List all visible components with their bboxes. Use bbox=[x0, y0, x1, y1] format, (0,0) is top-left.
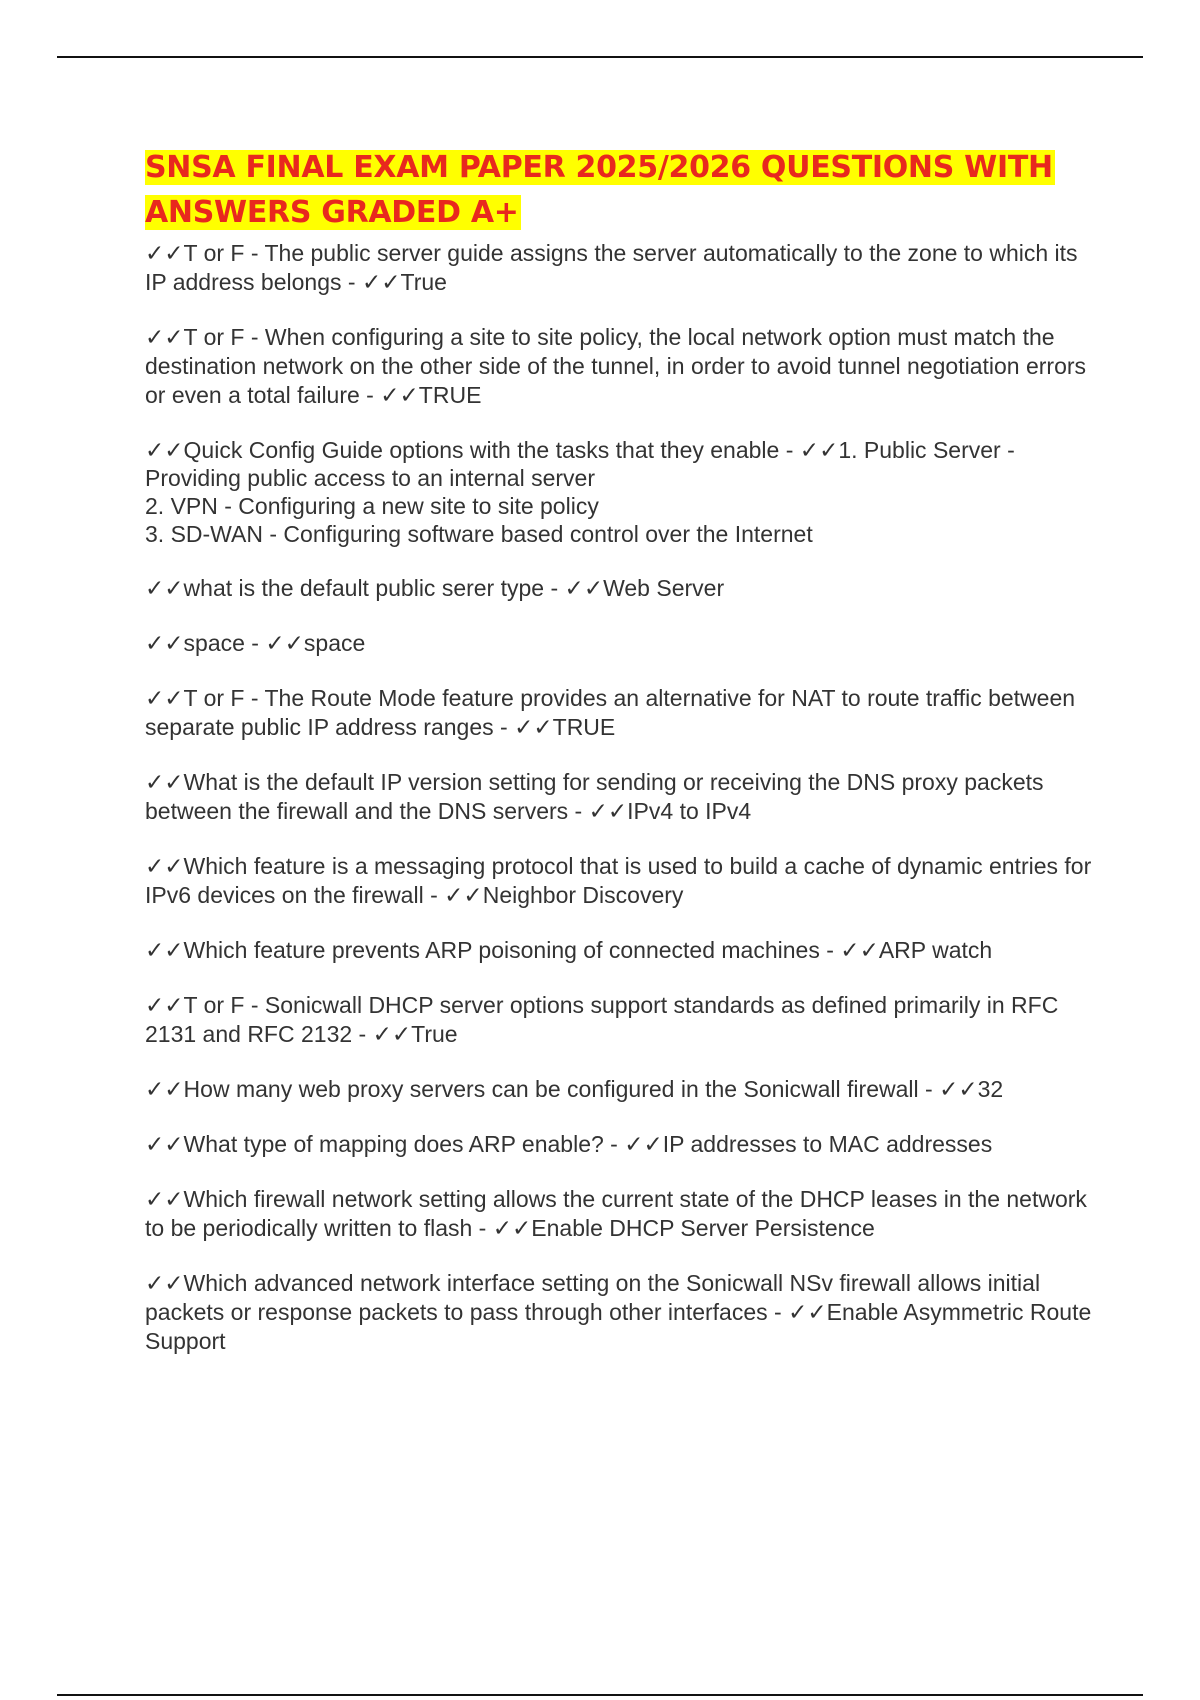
answer-text: Neighbor Discovery bbox=[482, 882, 684, 908]
answer-text: TRUE bbox=[418, 382, 482, 408]
document-title: SNSA FINAL EXAM PAPER 2025/2026 QUESTIONS WITH ANSWERS GRADED A+ bbox=[145, 150, 1053, 230]
qa-item: ✓✓T or F - When configuring a site to site policy, the local network option must match the destination network on the other side of the tunnel, in order to avoid tunnel negotiation errors or even a total failure - ✓✓TRUE bbox=[145, 324, 1087, 408]
qa-item: ✓✓T or F - The Route Mode feature provides an alternative for NAT to route traffic between separate public IP address ranges - ✓✓TRUE bbox=[145, 685, 1076, 740]
answer-text: space bbox=[303, 630, 366, 656]
check-mark-icon: ✓✓ bbox=[145, 1131, 184, 1157]
check-mark-icon: ✓✓ bbox=[145, 853, 184, 879]
answer-text: 1. Public Server - Providing public access to an internal server bbox=[145, 437, 1015, 491]
check-mark-icon: ✓✓ bbox=[145, 240, 184, 266]
answer-text: IP addresses to MAC addresses bbox=[662, 1131, 993, 1157]
answer-text: Enable DHCP Server Persistence bbox=[531, 1215, 875, 1241]
check-mark-icon: ✓✓ bbox=[145, 437, 184, 463]
question-text: what is the default public serer type bbox=[183, 575, 545, 601]
check-mark-icon: ✓✓ bbox=[840, 937, 879, 963]
qa-item: ✓✓How many web proxy servers can be configured in the Sonicwall firewall - ✓✓32 bbox=[145, 1076, 1004, 1102]
header-rule bbox=[57, 56, 1143, 58]
qa-item: ✓✓Which feature prevents ARP poisoning of connected machines - ✓✓ARP watch bbox=[145, 937, 993, 963]
check-mark-icon: ✓✓ bbox=[492, 1215, 532, 1241]
answer-text: True bbox=[400, 269, 447, 295]
check-mark-icon: ✓✓ bbox=[372, 1021, 412, 1047]
qa-item: ✓✓Which advanced network interface setting on the Sonicwall NSv firewall allows initial packets or response packets to pass through other interfaces - ✓✓Enable Asymmetric Route Support bbox=[145, 1270, 1092, 1354]
check-mark-icon: ✓✓ bbox=[444, 882, 483, 908]
check-mark-icon: ✓✓ bbox=[265, 630, 304, 656]
document-body bbox=[145, 145, 1095, 1382]
qa-item: ✓✓Which feature is a messaging protocol that is used to build a cache of dynamic entries for IPv6 devices on the firewall - ✓✓Neighbor Discovery bbox=[145, 853, 1092, 908]
check-mark-icon: ✓✓ bbox=[145, 685, 184, 711]
question-text: T or F - Sonicwall DHCP server options support standards as defined primarily in RFC 2131 and RFC 2132 bbox=[145, 992, 1059, 1047]
answer-text: True bbox=[411, 1021, 458, 1047]
qa-item: ✓✓Quick Config Guide options with the tasks that they enable - ✓✓1. Public Server - Providing public access to an internal server 2. VPN - Configuring a new site to site policy 3. SD-WAN - Configuring software based control over the Internet bbox=[145, 436, 1095, 548]
check-mark-icon: ✓✓ bbox=[145, 324, 184, 350]
check-mark-icon: ✓✓ bbox=[564, 575, 604, 601]
check-mark-icon: ✓✓ bbox=[588, 798, 628, 824]
answer-text: Enable Asymmetric Route Support bbox=[145, 1299, 1092, 1354]
question-text: T or F - The public server guide assigns the server automatically to the zone to which its IP address belongs bbox=[145, 240, 1078, 295]
check-mark-icon: ✓✓ bbox=[145, 1270, 184, 1296]
check-mark-icon: ✓✓ bbox=[145, 575, 184, 601]
qa-item: ✓✓What is the default IP version setting for sending or receiving the DNS proxy packets between the firewall and the DNS servers - ✓✓IPv4 to IPv4 bbox=[145, 769, 1044, 824]
check-mark-icon: ✓✓ bbox=[799, 437, 839, 463]
answer-text: ARP watch bbox=[878, 937, 993, 963]
check-mark-icon: ✓✓ bbox=[145, 1186, 184, 1212]
check-mark-icon: ✓✓ bbox=[939, 1076, 978, 1102]
check-mark-icon: ✓✓ bbox=[380, 382, 419, 408]
qa-item: ✓✓T or F - The public server guide assigns the server automatically to the zone to which its IP address belongs - ✓✓True bbox=[145, 240, 1078, 295]
check-mark-icon: ✓✓ bbox=[145, 769, 184, 795]
check-mark-icon: ✓✓ bbox=[624, 1131, 663, 1157]
answer-line: 3. SD-WAN - Configuring software based control over the Internet bbox=[145, 521, 813, 547]
question-text: Which feature prevents ARP poisoning of connected machines bbox=[183, 937, 820, 963]
answer-text: TRUE bbox=[552, 714, 616, 740]
question-text: T or F - The Route Mode feature provides an alternative for NAT to route traffic between separate public IP address ranges bbox=[145, 685, 1076, 740]
question-text: What type of mapping does ARP enable? bbox=[183, 1131, 604, 1157]
qa-item: ✓✓what is the default public serer type - ✓✓Web Server bbox=[145, 575, 725, 601]
check-mark-icon: ✓✓ bbox=[361, 269, 401, 295]
answer-text: Web Server bbox=[603, 575, 725, 601]
check-mark-icon: ✓✓ bbox=[145, 937, 184, 963]
question-text: T or F - When configuring a site to site policy, the local network option must match the destination network on the other side of the tunnel, in order to avoid tunnel negotiation errors or even a total failure bbox=[145, 324, 1087, 408]
qa-item: ✓✓T or F - Sonicwall DHCP server options support standards as defined primarily in RFC 2131 and RFC 2132 - ✓✓True bbox=[145, 992, 1059, 1047]
question-text: How many web proxy servers can be configured in the Sonicwall firewall bbox=[183, 1076, 919, 1102]
check-mark-icon: ✓✓ bbox=[514, 714, 553, 740]
question-text: Quick Config Guide options with the tasks that they enable bbox=[183, 437, 780, 463]
check-mark-icon: ✓✓ bbox=[145, 992, 184, 1018]
check-mark-icon: ✓✓ bbox=[788, 1299, 827, 1325]
answer-text: 32 bbox=[977, 1076, 1004, 1102]
footer-rule bbox=[57, 1694, 1143, 1696]
qa-item: ✓✓What type of mapping does ARP enable? - ✓✓IP addresses to MAC addresses bbox=[145, 1131, 993, 1157]
question-text: Which feature is a messaging protocol that is used to build a cache of dynamic entries for IPv6 devices on the firewall bbox=[145, 853, 1092, 908]
answer-line: 2. VPN - Configuring a new site to site policy bbox=[145, 493, 599, 519]
qa-item: ✓✓Which firewall network setting allows the current state of the DHCP leases in the network to be periodically written to flash - ✓✓Enable DHCP Server Persistence bbox=[145, 1186, 1087, 1241]
check-mark-icon: ✓✓ bbox=[145, 630, 184, 656]
question-text: space bbox=[183, 630, 245, 656]
qa-item: ✓✓space - ✓✓space bbox=[145, 630, 366, 656]
question-text: Which advanced network interface setting on the Sonicwall NSv firewall allows initial packets or response packets to pass through other interfaces bbox=[145, 1270, 1041, 1325]
answer-text: IPv4 to IPv4 bbox=[627, 798, 752, 824]
question-text: What is the default IP version setting for sending or receiving the DNS proxy packets between the firewall and the DNS servers bbox=[145, 769, 1044, 824]
check-mark-icon: ✓✓ bbox=[145, 1076, 184, 1102]
question-text: Which firewall network setting allows the current state of the DHCP leases in the network to be periodically written to flash bbox=[145, 1186, 1087, 1241]
